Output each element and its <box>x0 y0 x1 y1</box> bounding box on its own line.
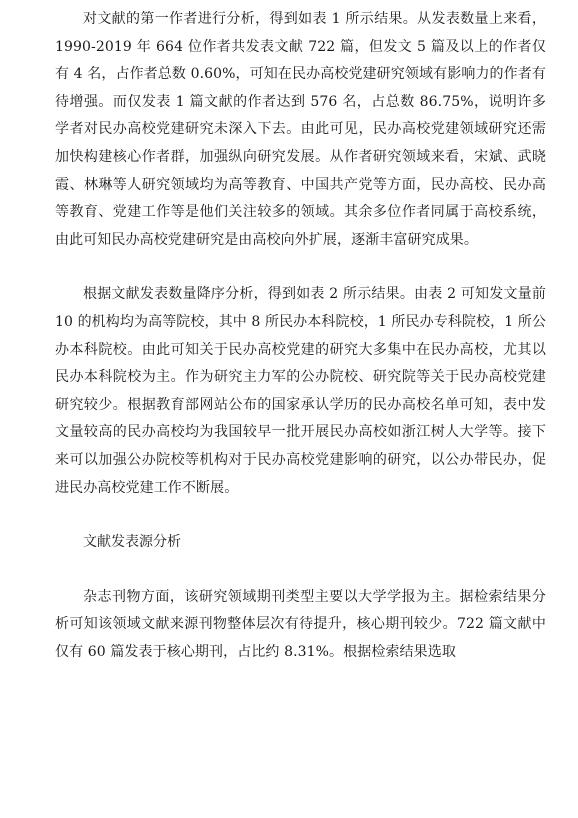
section-heading: 文献发表源分析 <box>83 534 181 551</box>
paragraph-institution-analysis: 根据文献发表数量降序分析，得到如表 2 所示结果。由表 2 可知发文量前 10 的机构均为高等院校，其中 8 所民办本科院校，1 所民办专科院校，1 所公办本科院校。由此可知关于民办高校党建的研究大多集中在民办高校，尤其以民办本科院校为主。作为研究主力军的公办院校、研究院等关于民办高校党建研究较少。根据教育部网站公布的国家承认学历的民办高校名单可知，表中发文量较高的民办高校均为我国较早一批开展民办高校如浙江树人大学等。接下来可以加强公办院校等机构对于民办高校党建影响的研究，以公办带民办，促进民办高校党建工作不断展。 <box>55 286 546 496</box>
paragraph-gap <box>55 557 546 584</box>
paragraph-author-analysis: 对文献的第一作者进行分析，得到如表 1 所示结果。从发表数量上来看，1990-2019 年 664 位作者共发表文献 722 篇，但发文 5 篇及以上的作者仅有 4 名，占作者总数 0.60%，可知在民办高校党建研究领域有影响力的作者有待增强。而仅发表 1 篇文献的作者达到 576 名，占总数 86.75%，说明许多学者对民办高校党建研究未深入下去。由此可见，民办高校党建领域研究还需加快构建核心作者群，加强纵向研究发展。从作者研究领域来看，宋斌、武晓霞、林琳等人研究领域均为高等教育、中国共产党等方面，民办高校、民办高等教育、党建工作等是他们关注较多的领域。其余多位作者同属于高校系统，由此可知民办高校党建研究是由高校向外扩展，逐渐丰富研究成果。 <box>55 11 546 248</box>
paragraph-gap <box>55 502 546 529</box>
paragraph-journal-analysis: 杂志刊物方面，该研究领域期刊类型主要以大学学报为主。据检索结果分析可知该领域文献来源刊物整体层次有待提升，核心期刊较少。722 篇文献中仅有 60 篇发表于核心期刊，占比约 8.31%。根据检索结果选取 <box>55 588 546 660</box>
paragraph-gap <box>55 254 546 281</box>
